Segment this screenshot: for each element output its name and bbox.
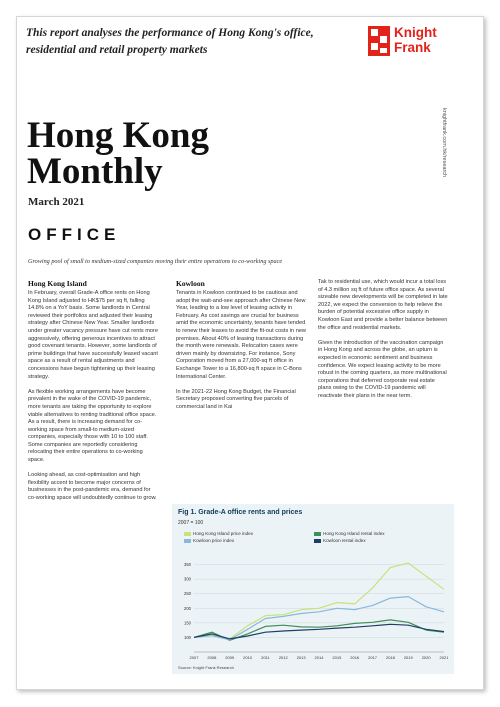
x-tick-label: 2017 bbox=[368, 655, 378, 660]
x-tick-label: 2008 bbox=[207, 655, 217, 660]
column-3-paragraph-2: Given the introduction of the vaccination campaign in Hong Kong and across the globe, an upturn is expected in economic sentiment and business confidence. We expect leasing activity to be more robust in the coming quarters, as more multinational corporations that deferred corporate real estate plans owing to the COVID-19 pandemic will reactivate their plans in the near term. bbox=[318, 339, 447, 399]
legend-label: Hong Kong Island price index bbox=[193, 531, 254, 536]
title-line-2: Monthly bbox=[27, 151, 163, 192]
series-line-3 bbox=[194, 597, 444, 640]
x-tick-label: 2018 bbox=[385, 655, 395, 660]
column-2-paragraph-2: In the 2021-22 Hong Kong Budget, the Financial Secretary proposed converting five parcels of commercial land in Kai bbox=[176, 388, 296, 410]
x-tick-label: 2009 bbox=[225, 655, 235, 660]
x-tick-label: 2010 bbox=[243, 655, 253, 660]
legend-label: Kowloon rental index bbox=[323, 538, 366, 543]
figure-title: Fig 1. Grade-A office rents and prices bbox=[178, 509, 303, 516]
y-tick-label: 250 bbox=[184, 591, 191, 597]
x-tick-label: 2014 bbox=[314, 655, 324, 660]
x-tick-label: 2013 bbox=[296, 655, 306, 660]
x-tick-label: 2016 bbox=[350, 655, 360, 660]
column-1-paragraph-1: In February, overall Grade-A office rents on Hong Kong Island adjusted to HK$75 per sq ft, falling 14.8% on a YoY basis. Some landlords in Central reviewed their portfolios and adjusted their leasing strategy after Chinese New Year. Smaller landlords under greater vacancy pressure have cut rents more aggressively, offering generous incentives to attract good covenant tenants. However, some landlords of prime buildings that have successfully leased vacant space as a result of rental adjustments and concessions have begun tightening up their leasing strategy. bbox=[28, 290, 158, 380]
column-2-paragraph-1: Tenants in Kowloon continued to be cautious and adopt the wait-and-see approach after Chinese New Year, leading to a low level of leasing activity in February. As cost savings are crucial for business amid the economic uncertainty, tenants have tended to renew their leases to avoid the fit-out costs in new premises. About 40% of leasing transactions during the month were renewals. Relocation cases were driven mainly by downsizing. For instance, Sony Corporation moved from a 27,000-sq ft office in Exchange Tower to a 16,800-sq ft space in C-Bons International Center. bbox=[176, 290, 306, 380]
section-subtitle: Growing pool of small to medium-sized companies moving their entire operations to co-working space bbox=[28, 258, 283, 265]
x-tick-label: 2015 bbox=[332, 655, 342, 660]
column-3 bbox=[318, 279, 448, 408]
column-3-paragraph-1: Tak to residential use, which would incur a total loss of 4.3 million sq ft of future office space. As several sizeable new developments will be completed in late 2022, we expect the conversion to help relieve the burden of potential excessive office supply in Kowloon East and provide a better balance between the office and residential markets. bbox=[318, 279, 448, 331]
column-2 bbox=[176, 279, 306, 419]
x-tick-label: 2020 bbox=[421, 655, 431, 660]
figure-index-note: 2007 = 100 bbox=[178, 520, 204, 526]
vertical-url bbox=[439, 108, 449, 218]
y-tick-label: 350 bbox=[184, 562, 191, 568]
figure-panel bbox=[172, 504, 454, 674]
logo-wordmark bbox=[394, 25, 437, 55]
section-heading: OFFICE bbox=[28, 225, 121, 244]
x-tick-label: 2007 bbox=[189, 655, 199, 660]
line-chart bbox=[172, 504, 454, 674]
legend-label: Kowloon price index bbox=[193, 538, 235, 543]
column-1-heading: Hong Kong Island bbox=[28, 279, 87, 288]
column-2-heading: Kowloon bbox=[176, 279, 205, 288]
y-tick-label: 150 bbox=[184, 620, 191, 626]
figure-source: Source: Knight Frank Research bbox=[178, 665, 234, 670]
x-tick-label: 2011 bbox=[261, 655, 270, 660]
knight-frank-logo bbox=[368, 24, 468, 62]
y-tick-label: 200 bbox=[184, 605, 191, 611]
report-title bbox=[27, 115, 209, 192]
report-date: March 2021 bbox=[28, 196, 85, 208]
legend-label: Hong Kong Island rental index bbox=[323, 531, 385, 536]
column-1-paragraph-2: As flexible working arrangements have become prevalent in the wake of the COVID-19 pandemic, more tenants are taking the opportunity to explore viable alternatives to renting traditional office space. As a result, there is increasing demand for co-working space from small-to medium-sized companies, especially those with 10 to 100 staff. Some companies are reportedly considering relocating their entire operations to co-working space. bbox=[28, 388, 157, 464]
x-tick-label: 2012 bbox=[278, 655, 288, 660]
y-tick-label: 300 bbox=[184, 576, 191, 582]
y-tick-label: 100 bbox=[184, 634, 191, 640]
report-tagline: This report analyses the performance of Hong Kong's office, residential and retail property markets bbox=[26, 27, 314, 56]
knight-frank-logo-icon bbox=[368, 26, 390, 56]
logo-word-frank: Frank bbox=[394, 40, 431, 55]
title-line-1: Hong Kong bbox=[27, 115, 209, 156]
vertical-url-text: knightfrank.com.hk/research bbox=[441, 108, 447, 178]
logo-word-knight: Knight bbox=[394, 25, 437, 40]
x-tick-label: 2019 bbox=[403, 655, 413, 660]
column-1-paragraph-3: Looking ahead, as cost-optimisation and high flexibility accent to become major concerns of businesses in the post-pandemic era, demand for co-working space will undoubtedly continue to grow. bbox=[28, 472, 157, 502]
series-line-4 bbox=[194, 624, 444, 639]
column-1 bbox=[28, 279, 158, 510]
x-tick-label: 2021 bbox=[439, 655, 449, 660]
